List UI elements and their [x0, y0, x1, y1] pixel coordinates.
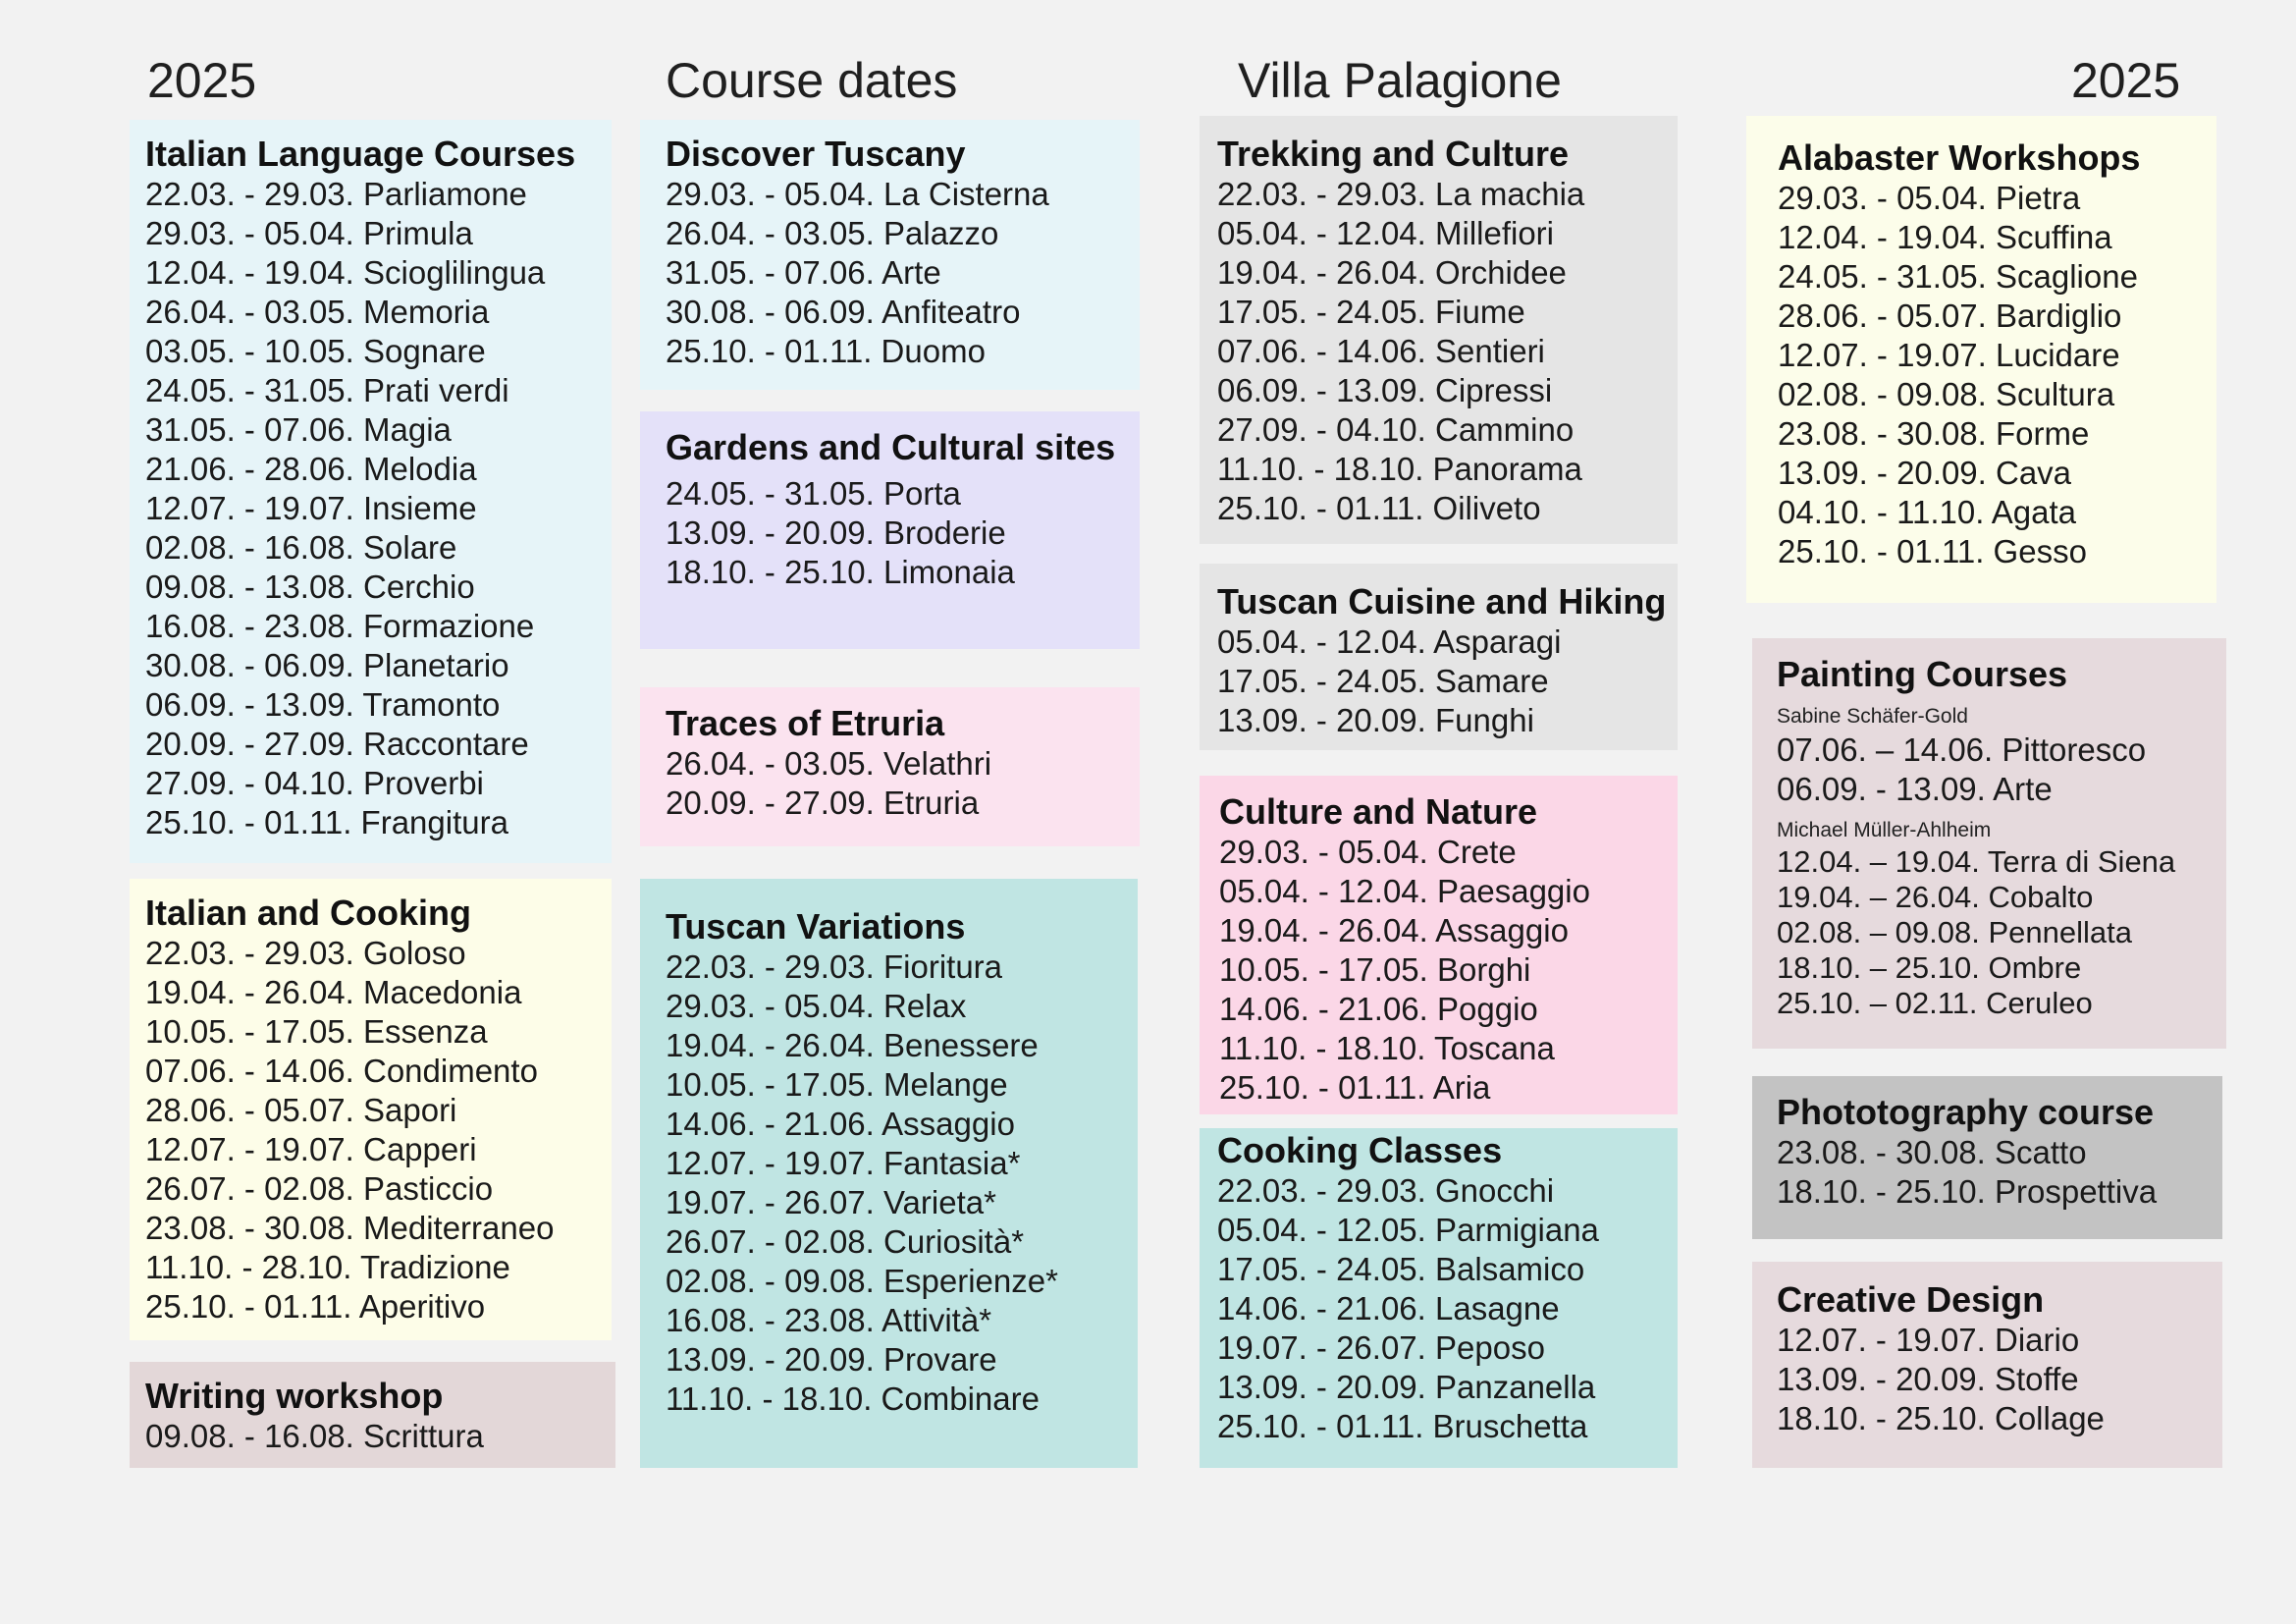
course-item: 29.03. - 05.04. Crete	[1219, 834, 1517, 870]
course-item: 17.05. - 24.05. Fiume	[1217, 294, 1525, 330]
title-villa-palagione: Villa Palagione	[1238, 53, 1562, 108]
section-title: Gardens and Cultural sites	[666, 427, 1116, 467]
course-item: 25.10. - 01.11. Duomo	[666, 333, 986, 369]
course-item: 30.08. - 06.09. Anfiteatro	[666, 294, 1021, 330]
course-item: 23.08. - 30.08. Scatto	[1777, 1134, 2087, 1170]
course-item: 13.09. - 20.09. Broderie	[666, 514, 1006, 551]
course-item: 30.08. - 06.09. Planetario	[145, 647, 509, 683]
course-item: 13.09. - 20.09. Stoffe	[1777, 1361, 2079, 1397]
section-italian-cooking	[130, 879, 612, 1340]
section-writing	[130, 1362, 615, 1468]
course-item: 22.03. - 29.03. Gnocchi	[1217, 1172, 1555, 1209]
course-item: 29.03. - 05.04. Primula	[145, 215, 473, 251]
course-item: 29.03. - 05.04. La Cisterna	[666, 176, 1049, 212]
course-item: 11.10. - 18.10. Toscana	[1219, 1030, 1555, 1066]
course-item: 27.09. - 04.10. Proverbi	[145, 765, 484, 801]
course-item: 21.06. - 28.06. Melodia	[145, 451, 477, 487]
course-list	[666, 947, 1112, 1419]
course-item: 09.08. - 16.08. Scrittura	[145, 1418, 484, 1454]
section-title: Italian Language Courses	[145, 134, 576, 174]
course-item: 12.07. - 19.07. Lucidare	[1778, 337, 2120, 373]
section-title: Italian and Cooking	[145, 893, 472, 933]
course-item: 03.05. - 10.05. Sognare	[145, 333, 486, 369]
course-list	[1777, 731, 2202, 809]
course-item: 13.09. - 20.09. Funghi	[1217, 702, 1534, 738]
title-course-dates: Course dates	[666, 53, 958, 108]
course-item: 07.06. – 14.06. Pittoresco	[1777, 731, 2147, 768]
course-item: 13.09. - 20.09. Provare	[666, 1341, 997, 1378]
course-item: 19.04. – 26.04. Cobalto	[1777, 880, 2094, 914]
course-item: 13.09. - 20.09. Cava	[1778, 455, 2072, 491]
course-item: 26.07. - 02.08. Curiosità*	[666, 1223, 1025, 1260]
course-item: 23.08. - 30.08. Mediterraneo	[145, 1210, 555, 1246]
course-item: 07.06. - 14.06. Sentieri	[1217, 333, 1545, 369]
course-item: 19.07. - 26.07. Peposo	[1217, 1329, 1545, 1366]
section-photography	[1752, 1076, 2222, 1239]
course-item: 24.05. - 31.05. Scaglione	[1778, 258, 2138, 295]
course-item: 27.09. - 04.10. Cammino	[1217, 411, 1575, 448]
course-list	[145, 1417, 600, 1456]
teacher-name: Sabine Schäfer-Gold	[1777, 705, 1968, 728]
section-discover-tuscany	[640, 120, 1140, 390]
course-item: 25.10. - 01.11. Aria	[1219, 1069, 1491, 1106]
section-title: Phototography course	[1777, 1092, 2155, 1132]
course-item: 22.03. - 29.03. Fioritura	[666, 948, 1003, 985]
year-left: 2025	[147, 53, 257, 108]
course-item: 05.04. - 12.05. Parmigiana	[1217, 1212, 1599, 1248]
course-item: 10.05. - 17.05. Essenza	[145, 1013, 488, 1050]
course-item: 09.08. - 13.08. Cerchio	[145, 568, 475, 605]
course-item: 18.10. – 25.10. Ombre	[1777, 950, 2082, 985]
course-item: 24.05. - 31.05. Prati verdi	[145, 372, 509, 408]
course-item: 06.09. - 13.09. Cipressi	[1217, 372, 1553, 408]
course-item: 17.05. - 24.05. Samare	[1217, 663, 1549, 699]
course-item: 17.05. - 24.05. Balsamico	[1217, 1251, 1585, 1287]
course-item: 11.10. - 28.10. Tradizione	[145, 1249, 510, 1285]
teacher-name: Michael Müller-Ahlheim	[1777, 819, 1992, 841]
section-title: Tuscan Cuisine and Hiking	[1217, 581, 1667, 622]
course-item: 20.09. - 27.09. Raccontare	[145, 726, 529, 762]
course-item: 22.03. - 29.03. La machia	[1217, 176, 1585, 212]
course-item: 10.05. - 17.05. Borghi	[1219, 951, 1531, 988]
year-right: 2025	[2071, 53, 2181, 108]
course-list	[666, 744, 1114, 823]
course-item: 10.05. - 17.05. Melange	[666, 1066, 1008, 1103]
course-item: 19.04. - 26.04. Macedonia	[145, 974, 522, 1010]
course-item: 05.04. - 12.04. Millefiori	[1217, 215, 1555, 251]
section-italian-language	[130, 120, 612, 863]
course-item: 25.10. - 01.11. Frangitura	[145, 804, 508, 840]
course-item: 28.06. - 05.07. Bardiglio	[1778, 298, 2122, 334]
course-list	[1217, 175, 1660, 528]
course-item: 12.07. - 19.07. Capperi	[145, 1131, 477, 1167]
course-item: 07.06. - 14.06. Condimento	[145, 1053, 538, 1089]
course-item: 18.10. - 25.10. Prospettiva	[1777, 1173, 2158, 1210]
course-item: 25.10. – 02.11. Ceruleo	[1777, 986, 2093, 1020]
section-title: Writing workshop	[145, 1376, 444, 1416]
section-title: Tuscan Variations	[666, 906, 966, 947]
course-list	[666, 474, 1114, 592]
course-list	[1219, 833, 1658, 1108]
course-item: 19.07. - 26.07. Varieta*	[666, 1184, 996, 1220]
course-item: 24.05. - 31.05. Porta	[666, 475, 961, 512]
section-title: Creative Design	[1777, 1279, 2045, 1320]
course-item: 12.07. - 19.07. Insieme	[145, 490, 477, 526]
section-title: Trekking and Culture	[1217, 134, 1570, 174]
course-item: 18.10. - 25.10. Collage	[1777, 1400, 2105, 1436]
course-item: 16.08. - 23.08. Formazione	[145, 608, 535, 644]
course-item: 26.04. - 03.05. Memoria	[145, 294, 490, 330]
course-item: 12.04. - 19.04. Scuffina	[1778, 219, 2112, 255]
section-cuisine-hiking	[1200, 564, 1678, 750]
course-item: 29.03. - 05.04. Pietra	[1778, 180, 2081, 216]
course-item: 02.08. - 09.08. Esperienze*	[666, 1263, 1058, 1299]
course-item: 28.06. - 05.07. Sapori	[145, 1092, 457, 1128]
course-item: 25.10. - 01.11. Gesso	[1778, 533, 2087, 569]
section-alabaster	[1746, 116, 2216, 603]
course-item: 16.08. - 23.08. Attività*	[666, 1302, 992, 1338]
course-item: 22.03. - 29.03. Parliamone	[145, 176, 527, 212]
course-list	[1777, 1321, 2198, 1438]
section-title: Alabaster Workshops	[1778, 137, 2141, 178]
course-item: 02.08. - 09.08. Scultura	[1778, 376, 2115, 412]
course-list	[1777, 1133, 2198, 1212]
section-trekking	[1200, 116, 1678, 544]
course-item: 19.04. - 26.04. Assaggio	[1219, 912, 1569, 948]
course-item: 12.07. - 19.07. Diario	[1777, 1322, 2080, 1358]
course-list	[666, 175, 1114, 371]
section-etruria	[640, 687, 1140, 846]
course-item: 26.04. - 03.05. Palazzo	[666, 215, 999, 251]
course-item: 26.07. - 02.08. Pasticcio	[145, 1170, 494, 1207]
course-item: 02.08. – 09.08. Pennellata	[1777, 915, 2132, 949]
section-title: Painting Courses	[1777, 654, 2068, 694]
course-item: 12.07. - 19.07. Fantasia*	[666, 1145, 1021, 1181]
section-title: Culture and Nature	[1219, 791, 1538, 832]
course-item: 13.09. - 20.09. Panzanella	[1217, 1369, 1596, 1405]
section-title: Cooking Classes	[1217, 1130, 1503, 1170]
section-title: Discover Tuscany	[666, 134, 966, 174]
course-item: 22.03. - 29.03. Goloso	[145, 935, 466, 971]
course-item: 25.10. - 01.11. Oiliveto	[1217, 490, 1541, 526]
course-item: 14.06. - 21.06. Assaggio	[666, 1106, 1015, 1142]
course-item: 12.04. - 19.04. Scioglilingua	[145, 254, 546, 291]
section-painting	[1752, 638, 2226, 1049]
section-creative-design	[1752, 1262, 2222, 1468]
course-list	[145, 175, 596, 842]
section-title: Traces of Etruria	[666, 703, 945, 743]
section-cooking-classes	[1200, 1128, 1678, 1468]
section-tuscan-variations	[640, 879, 1138, 1468]
course-item: 25.10. - 01.11. Bruschetta	[1217, 1408, 1588, 1444]
course-list	[1778, 179, 2185, 571]
section-culture-nature	[1200, 776, 1678, 1114]
course-item: 31.05. - 07.06. Magia	[145, 411, 452, 448]
course-list	[1217, 623, 1660, 740]
course-list	[1217, 1171, 1660, 1446]
course-item: 02.08. - 16.08. Solare	[145, 529, 457, 566]
course-item: 20.09. - 27.09. Etruria	[666, 785, 980, 821]
course-item: 18.10. - 25.10. Limonaia	[666, 554, 1015, 590]
course-item: 11.10. - 18.10. Combinare	[666, 1380, 1040, 1417]
course-list	[145, 934, 596, 1326]
course-item: 23.08. - 30.08. Forme	[1778, 415, 2090, 452]
course-item: 19.04. - 26.04. Benessere	[666, 1027, 1039, 1063]
course-item: 29.03. - 05.04. Relax	[666, 988, 967, 1024]
course-item: 05.04. - 12.04. Paesaggio	[1219, 873, 1590, 909]
course-item: 14.06. - 21.06. Poggio	[1219, 991, 1538, 1027]
course-item: 05.04. - 12.04. Asparagi	[1217, 623, 1562, 660]
course-item: 25.10. - 01.11. Aperitivo	[145, 1288, 486, 1325]
course-item: 19.04. - 26.04. Orchidee	[1217, 254, 1567, 291]
course-item: 06.09. - 13.09. Arte	[1777, 771, 2053, 807]
course-item: 26.04. - 03.05. Velathri	[666, 745, 992, 782]
course-item: 12.04. – 19.04. Terra di Siena	[1777, 844, 2176, 879]
course-item: 11.10. - 18.10. Panorama	[1217, 451, 1582, 487]
course-item: 31.05. - 07.06. Arte	[666, 254, 941, 291]
course-item: 14.06. - 21.06. Lasagne	[1217, 1290, 1560, 1326]
course-list	[1777, 844, 2202, 1021]
section-gardens	[640, 411, 1140, 649]
course-item: 04.10. - 11.10. Agata	[1778, 494, 2076, 530]
course-item: 06.09. - 13.09. Tramonto	[145, 686, 501, 723]
